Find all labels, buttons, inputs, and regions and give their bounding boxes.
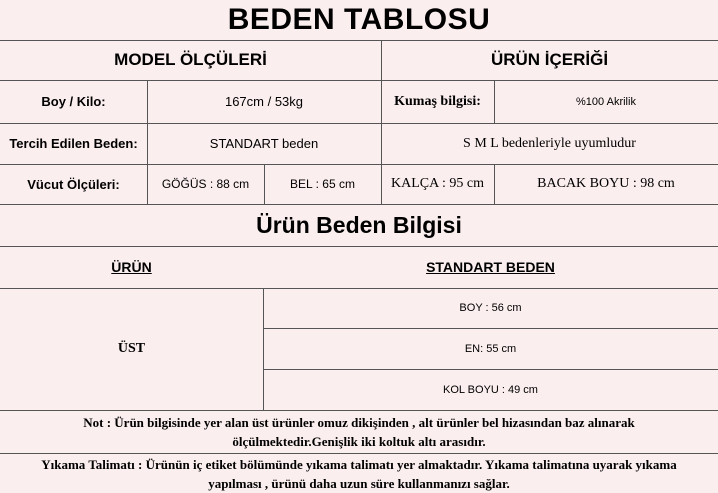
sleeve-length-measurement: KOL BOYU : 49 cm	[443, 383, 538, 396]
fabric-label: Kumaş bilgisi:	[394, 93, 481, 109]
hip-measurement: KALÇA : 95 cm	[391, 176, 484, 191]
fabric-value: %100 Akrilik	[576, 95, 636, 108]
product-content-header: ÜRÜN İÇERİĞİ	[490, 50, 609, 69]
preferred-size-label: Tercih Edilen Beden:	[9, 136, 138, 151]
size-column-header: STANDART BEDEN	[426, 259, 555, 275]
divider	[0, 410, 718, 411]
length-measurement: BOY : 56 cm	[459, 302, 522, 314]
page-title: BEDEN TABLOSU	[227, 3, 491, 36]
washing-instructions	[0, 455, 718, 493]
waist-measurement: BEL : 65 cm	[290, 177, 355, 191]
product-name: ÜST	[117, 341, 146, 356]
width-measurement: EN: 55 cm	[464, 342, 517, 355]
size-compatibility: S M L bedenleriyle uyumludur	[463, 135, 636, 151]
chest-measurement: GÖĞÜS : 88 cm	[161, 177, 250, 191]
washing-line-1: Yıkama Talimatı : Ürünün iç etiket bölümünde yıkama talimatı yer almaktadır. Yıkama talimatına uyarak yıkama	[41, 457, 677, 472]
leg-length-measurement: BACAK BOYU : 98 cm	[537, 176, 675, 191]
model-measurements-header: MODEL ÖLÇÜLERİ	[114, 50, 267, 69]
measurement-note	[0, 413, 718, 451]
washing-line-2: yapılması , ürünü daha uzun süre kullanmanızı sağlar.	[208, 476, 510, 491]
boy-kilo-label: Boy / Kilo:	[41, 94, 106, 109]
note-line-2: ölçülmektedir.Genişlik iki koltuk altı arasıdır.	[232, 434, 486, 449]
product-size-title: Ürün Beden Bilgisi	[256, 211, 462, 238]
preferred-size-value: STANDART beden	[209, 136, 319, 151]
product-column-header: ÜRÜN	[111, 259, 152, 275]
body-measurements-label: Vücut Ölçüleri:	[27, 176, 120, 192]
divider	[0, 453, 718, 454]
boy-kilo-value: 167cm / 53kg	[224, 94, 304, 109]
note-line-1: Not : Ürün bilgisinde yer alan üst ürünler omuz dikişinden , alt ürünler bel hizasından baz alınarak	[83, 415, 635, 430]
